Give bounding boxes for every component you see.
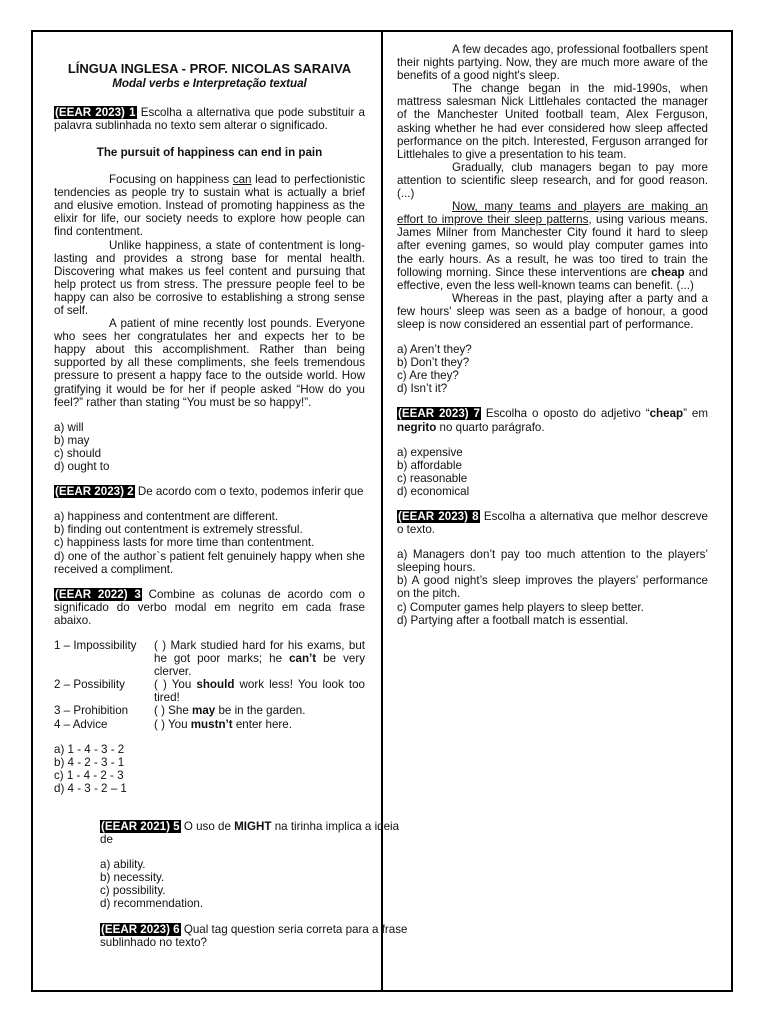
option[interactable]: b) A good night’s sleep improves the players’ performance on the pitch. (397, 574, 708, 601)
option[interactable]: a) Aren’t they? (397, 343, 472, 357)
underlined-word: can (232, 173, 252, 187)
question-3-prompt: (EEAR 2022) 3 Combine as colunas de acordo com o significado do verbo modal em negrito em cada frase abaixo. (54, 587, 365, 627)
option[interactable]: b) 4 - 2 - 3 - 1 (54, 755, 125, 769)
question-6-options (397, 343, 708, 395)
option[interactable]: d) recommendation. (100, 897, 204, 911)
question-8-badge: (EEAR 2023) 8 (398, 510, 479, 523)
question-2-prompt: (EEAR 2023) 2 De acordo com o texto, podemos inferir que (55, 485, 364, 499)
option[interactable]: b) necessity. (100, 871, 165, 885)
question-8-prompt: (EEAR 2023) 8 Escolha a alternativa que melhor descreve o texto. (397, 510, 708, 537)
option[interactable]: d) Isn’t it? (397, 382, 448, 396)
option[interactable]: a) will (54, 420, 84, 434)
bottom-block (100, 820, 410, 949)
question-7-badge: (EEAR 2023) 7 (398, 407, 480, 421)
passage2-paragraph-2: The change began in the mid-1990s, when mattress salesman Nick Littlehales contacted the manager of the Manchester United football team, Alex Ferguson, asking whether he had ever considered how sleep affected performance on the pitch. Interested, Ferguson arranged for Littlehales to give a presentation to his team. (397, 82, 708, 161)
question-1-badge: (EEAR 2023) 1 (55, 105, 136, 119)
table-row: 1 – Impossibility ( ) Mark studied hard for his exams, but he got poor marks; he can’t be very clerver. (54, 638, 365, 679)
option[interactable]: a) expensive (397, 445, 463, 459)
passage2-paragraph-3: Gradually, club managers began to pay more attention to scientific sleep research, and for good reason. (...) (397, 160, 708, 201)
question-7-prompt: (EEAR 2023) 7 Escolha o oposto do adjetivo “cheap” em negrito no quarto parágrafo. (397, 407, 708, 434)
option[interactable]: d) Partying after a football match is essential. (397, 613, 629, 627)
question-2-badge: (EEAR 2023) 2 (55, 485, 134, 499)
option[interactable]: b) finding out contentment is extremely stressful. (54, 523, 303, 537)
passage-title: The pursuit of happiness can end in pain (96, 145, 323, 159)
question-8-options (397, 548, 708, 627)
passage2-paragraph-1: A few decades ago, professional footballers spent their nights partying. Now, they are much more aware of the benefits of a good night's sleep. (397, 43, 708, 83)
question-1-prompt: (EEAR 2023) 1 Escolha a alternativa que pode substituir a palavra sublinhada no texto sem alterar o significado. (54, 105, 365, 132)
option[interactable]: a) happiness and contentment are different. (54, 510, 279, 524)
option[interactable]: c) Computer games help players to sleep better. (397, 600, 644, 614)
right-column (397, 43, 708, 627)
option[interactable]: a) 1 - 4 - 3 - 2 (54, 742, 125, 756)
option[interactable]: c) possibility. (100, 884, 166, 898)
option[interactable]: d) 4 - 3 - 2 – 1 (54, 781, 127, 795)
option[interactable]: b) may (54, 433, 90, 447)
option[interactable]: b) affordable (397, 458, 462, 472)
left-column (54, 62, 365, 795)
passage-paragraph-3: A patient of mine recently lost pounds. Everyone who sees her congratulates her and expects her to be happy about this accomplishment. Rather than being supported by all these compliments, she feels tremendous pressure to present a happy face to the outside world. How gratifying it would be for her if people asked “How do you feel?” rather than stating “You must be so happy!”. (54, 317, 365, 409)
option[interactable]: b) Don’t they? (397, 356, 470, 370)
option[interactable]: c) should (54, 446, 102, 460)
table-row: 4 – Advice ( ) You mustn’t enter here. (54, 717, 292, 731)
question-6-prompt: (EEAR 2023) 6 Qual tag question seria correta para a frase sublinhado no texto? (100, 922, 408, 949)
table-row: 3 – Prohibition ( ) She may be in the garden. (54, 704, 306, 718)
question-3-badge: (EEAR 2022) 3 (55, 587, 141, 601)
table-row: 2 – Possibility ( ) You should work less! You look too tired! (54, 678, 365, 705)
option[interactable]: a) ability. (100, 858, 146, 872)
question-5-prompt: (EEAR 2021) 5 O uso de MIGHT na tirinha implica a ideia de (100, 820, 400, 847)
passage-paragraph-1: Focusing on happiness can lead to perfectionistic tendencies as people try to sustain what is actually a brief and elusive emotion. Instead of promoting happiness as the elixir for life, our society needs to explore how people can find contentment. (54, 173, 365, 239)
option[interactable]: d) one of the author`s patient felt genuinely happy when she received a compliment. (54, 549, 365, 576)
question-6-badge: (EEAR 2023) 6 (101, 922, 180, 936)
question-2-options (54, 510, 365, 575)
document-subtitle: Modal verbs e Interpretação textual (112, 76, 307, 90)
option[interactable]: c) happiness lasts for more time than contentment. (54, 536, 315, 550)
bold-word-cheap: cheap (651, 265, 685, 279)
option[interactable]: c) 1 - 4 - 2 - 3 (54, 768, 124, 782)
passage2-paragraph-4: Now, many teams and players are making an effort to improve their sleep patterns, using various means. James Milner from Manchester City found it hard to sleep after evening games, so would play computer games into the early hours. As a result, he was too tired to train the following morning. Since these interventions are cheap and effective, even the less well-known teams can benefit. (...) (397, 200, 708, 292)
option[interactable]: a) Managers don’t pay too much attention to the players’ sleeping hours. (397, 548, 708, 575)
option[interactable]: d) economical (397, 484, 470, 498)
question-3-options (54, 743, 365, 795)
question-1-options (54, 421, 365, 473)
question-5-options (100, 858, 410, 910)
underlined-sentence: Now, many teams and players are making an effort to improve their sleep patterns (397, 200, 708, 227)
matching-table (54, 639, 365, 731)
document-title: LÍNGUA INGLESA - PROF. NICOLAS SARAIVA (67, 61, 352, 76)
option[interactable]: c) Are they? (397, 369, 459, 383)
option[interactable]: c) reasonable (397, 471, 468, 485)
option[interactable]: d) ought to (54, 460, 110, 474)
passage2-paragraph-5: Whereas in the past, playing after a party and a few hours' sleep was seen as a badge of honour, a good sleep is now considered an essential part of performance. (397, 291, 708, 331)
passage-paragraph-2: Unlike happiness, a state of contentment is long-lasting and provides a strong base for mental health. Discovering what makes us feel content and pursuing that help protect us from stress. The pressure people feel to be happy can also be corrosive to establishing a strong sense of self. (54, 238, 365, 317)
question-5-badge: (EEAR 2021) 5 (101, 820, 180, 833)
question-7-options (397, 446, 708, 498)
